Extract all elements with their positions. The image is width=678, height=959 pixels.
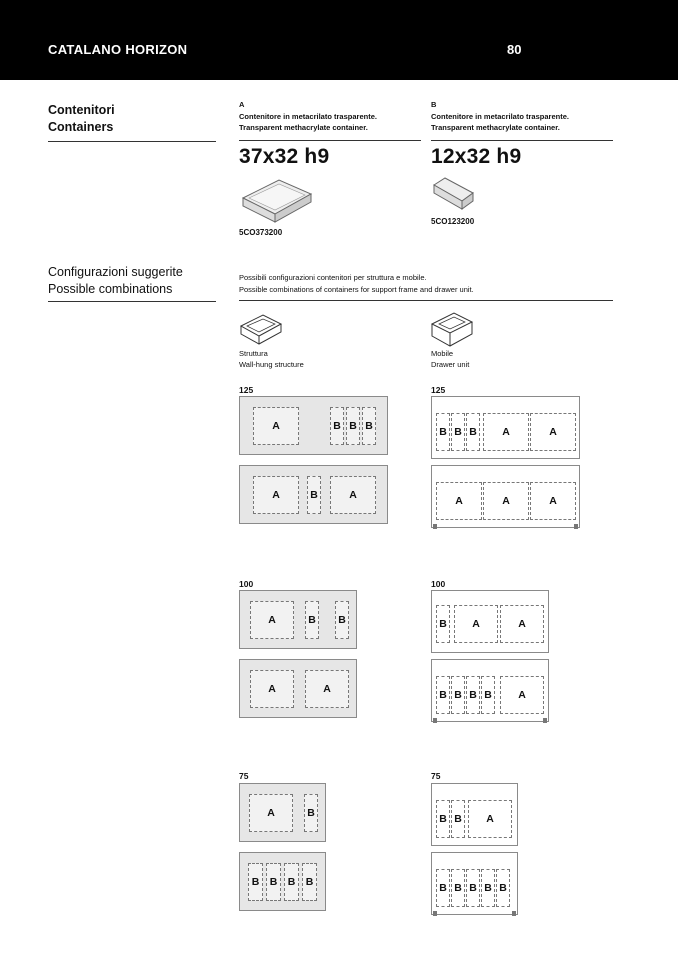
container-slot: B [481,869,495,907]
structure-config [239,852,326,911]
drawer-foot [543,718,547,723]
container-slot: B [307,476,321,514]
container-slot: B [330,407,344,445]
container-slot: B [302,863,317,901]
container-slot: B [284,863,299,901]
drawer-config [431,852,518,915]
product-desc-en: Transparent methacrylate container. [431,123,560,132]
group-size-label: 75 [239,771,249,781]
container-slot: B [436,800,450,838]
structure-config [239,465,388,524]
structure-config [239,659,357,718]
container-slot: B [305,601,319,639]
drawer-config [431,590,549,653]
column-label-en: Drawer unit [431,360,470,369]
container-slot: B [496,869,510,907]
container-slot: A [500,605,544,643]
product-code: 5CO123200 [431,217,475,226]
container-slot: A [530,482,576,520]
section-title-it: Contenitori [48,103,115,117]
container-slot: B [451,869,465,907]
drawer-foot [512,911,516,916]
section-title-it: Configurazioni suggerite [48,265,183,279]
group-size-label: 125 [239,385,254,395]
container-slot: A [530,413,576,451]
container-slot: B [248,863,263,901]
container-slot: B [466,676,480,714]
page-number: 80 [507,42,522,57]
group-size-label: 75 [431,771,441,781]
drawer-foot [433,718,437,723]
product-desc-it: Contenitore in metacrilato trasparente. [239,112,377,121]
container-slot: A [330,476,376,514]
structure-config [239,590,357,649]
divider [239,140,421,141]
container-slot: B [466,869,480,907]
container-slot: B [451,413,465,451]
container-slot: B [266,863,281,901]
container-slot: A [250,601,294,639]
container-slot: B [466,413,480,451]
group-size-label: 100 [431,579,446,589]
column-label-it: Mobile [431,349,454,358]
product-size: 37x32 h9 [239,145,330,168]
container-slot: B [451,800,465,838]
structure-icon [239,312,283,346]
divider [431,140,613,141]
container-slot: A [305,670,349,708]
container-slot: A [483,482,529,520]
container-slot: B [335,601,349,639]
divider [48,141,216,142]
structure-config [239,396,388,455]
drawer-foot [433,524,437,529]
container-slot: A [253,407,299,445]
product-desc-en: Transparent methacrylate container. [239,123,368,132]
intro-it: Possibili configurazioni contenitori per struttura e mobile. [239,273,427,282]
container-slot: B [451,676,465,714]
container-slot: A [454,605,498,643]
product-letter: A [239,100,245,109]
container-slot: B [346,407,360,445]
section-title-en: Containers [48,120,114,134]
column-label-it: Struttura [239,349,268,358]
divider [48,301,216,302]
drawer-foot [574,524,578,529]
product-size: 12x32 h9 [431,145,522,168]
page-header [0,0,678,80]
container-slot: B [481,676,495,714]
group-size-label: 100 [239,579,254,589]
group-size-label: 125 [431,385,446,395]
container-slot: A [483,413,529,451]
container-slot: A [436,482,482,520]
container-slot: A [253,476,299,514]
drawer-config [431,396,580,459]
drawer-config [431,465,580,528]
intro-en: Possible combinations of containers for support frame and drawer unit. [239,285,474,294]
divider [239,300,613,301]
brand-title: CATALANO HORIZON [48,42,188,57]
container-a-icon [239,176,315,224]
drawer-unit-icon [430,310,474,348]
product-desc-it: Contenitore in metacrilato trasparente. [431,112,569,121]
container-slot: B [304,794,318,832]
container-slot: A [249,794,293,832]
container-slot: B [436,605,450,643]
drawer-foot [433,911,437,916]
product-letter: B [431,100,437,109]
structure-config [239,783,326,842]
container-slot: B [436,676,450,714]
product-code: 5CO373200 [239,228,283,237]
column-label-en: Wall-hung structure [239,360,304,369]
container-slot: B [436,413,450,451]
container-b-icon [431,175,477,213]
section-title-en: Possible combinations [48,282,173,296]
container-slot: A [250,670,294,708]
drawer-config [431,659,549,722]
container-slot: B [436,869,450,907]
drawer-config [431,783,518,846]
container-slot: A [500,676,544,714]
container-slot: A [468,800,512,838]
container-slot: B [362,407,376,445]
